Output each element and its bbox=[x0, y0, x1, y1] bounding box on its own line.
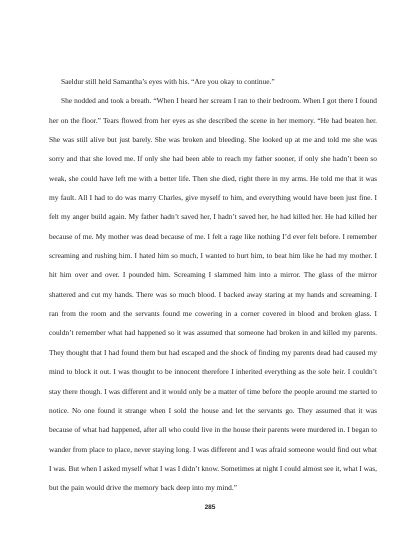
paragraph: She nodded and took a breath. “When I heard her scream I ran to their bedroom. When I got there I found her on the floor.” Tears flowed from her eyes as she described the scene in her memory. “He had beaten her. She was still alive but just barely. She was broken and bleeding. She looked up at me and told me she was sorry and that she loved me. If only she had been able to reach my father sooner, if only she hadn’t been so weak, she could have left me with a better life. Then she died, right there in my arms. He told me that it was my fault. All I had to do was marry Charles, give myself to him, and everything would have been just fine. I felt my anger build again. My father hadn’t saved her, I hadn’t saved her, he had killed her. He had killed her because of me. My mother was dead because of me. I felt a rage like nothing I’d ever felt before. I remember screaming and rushing him. I hated him so much, I wanted to hurt him, to beat him like he had my mother. I hit him over and over. I pounded him. Screaming I slammed him into a mirror. The glass of the mirror shattered and cut my hands. There was so much blood. I backed away staring at my hands and screaming. I ran from the room and the servants found me cowering in a corner covered in blood and broken glass. I couldn’t remember what had happened so it was assumed that someone had broken in and killed my parents. They thought that I had found them but had escaped and the shock of finding my parents dead had caused my mind to block it out. I was thought to be innocent therefore I inherited everything as the sole heir. I couldn’t stay there though. I was different and it would only be a matter of time before the people around me started to notice. No one found it strange when I sold the house and let the servants go. They assumed that it was because of what had happened, after all who could live in the house their parents were murdered in. I began to wander from place to place, never staying long. I was different and I was afraid someone would find out what I was. But when I asked myself what I was I didn’t know. Sometimes at night I could almost see it, what I was, but the pain would drive the memory back deep into my mind.” bbox=[49, 96, 378, 493]
paragraph: Saeldur still held Samantha’s eyes with his. “Are you okay to continue.” bbox=[61, 77, 275, 86]
page-number: 285 bbox=[204, 504, 216, 511]
body-text bbox=[49, 72, 377, 498]
